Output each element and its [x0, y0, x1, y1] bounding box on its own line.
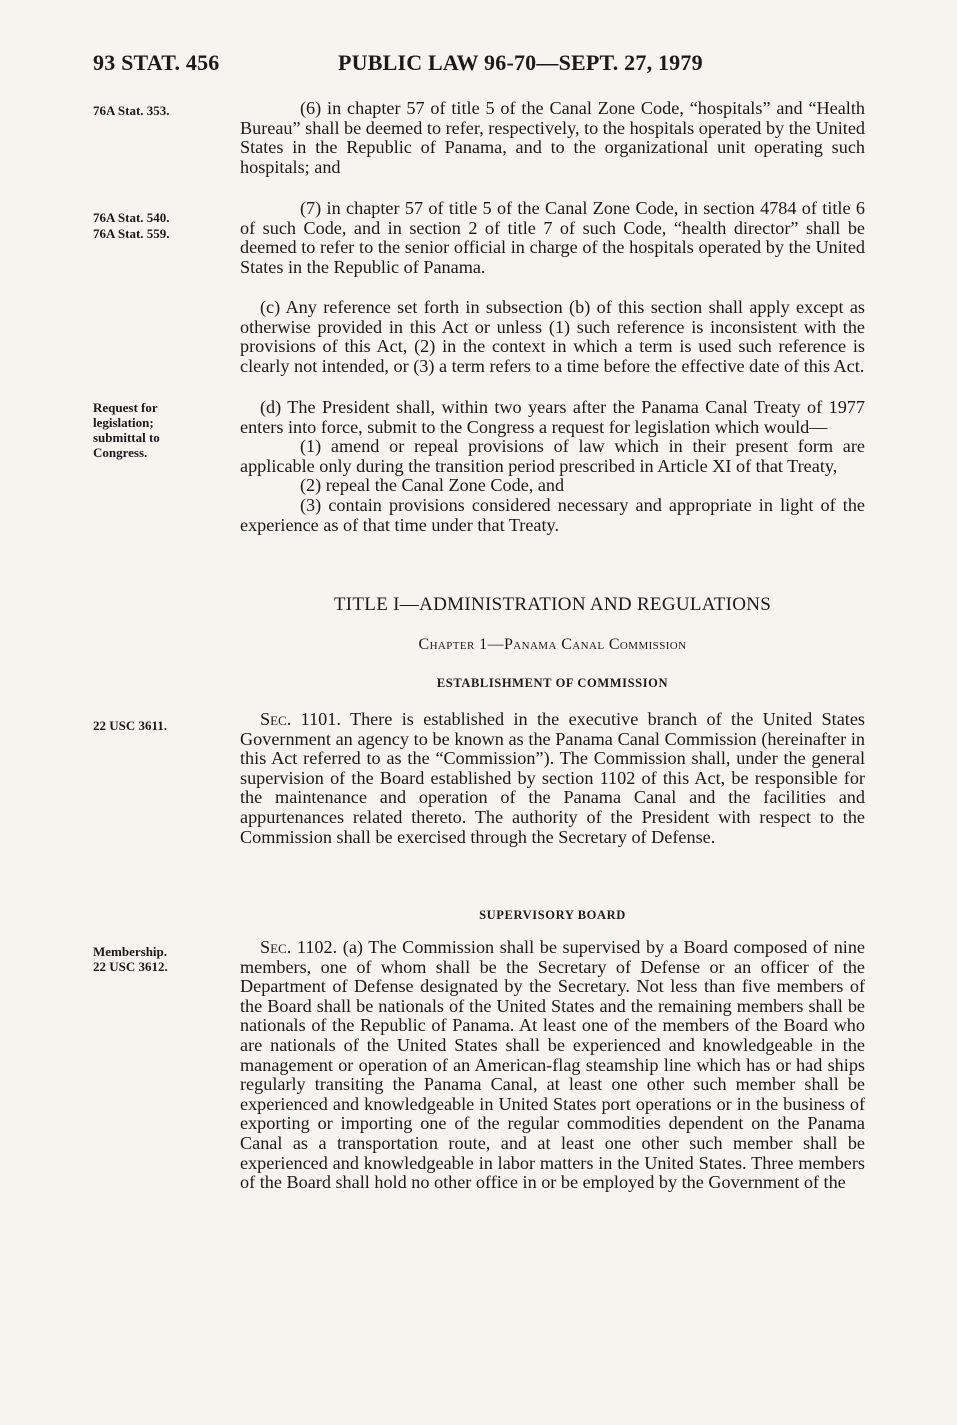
margin-note-line: Congress. — [93, 445, 148, 460]
margin-note-citation: 76A Stat. 540. — [93, 210, 170, 225]
section-heading: SUPERVISORY BOARD — [479, 908, 626, 922]
paragraph-7 — [240, 199, 865, 277]
paragraph-text: (1) amend or repeal provisions of law which in their present form are applicable only during the transition period prescribed in Article XI of that Treaty, — [240, 436, 865, 476]
running-head: PUBLIC LAW 96-70—SEPT. 27, 1979 — [338, 50, 703, 75]
margin-note-citation: 76A Stat. 559. — [93, 226, 170, 241]
margin-note-line: 22 USC 3612. — [93, 959, 168, 974]
paragraph-6 — [240, 99, 865, 177]
chapter-heading: Chapter 1—Panama Canal Commission — [418, 636, 687, 653]
paragraph-text: (3) contain provisions considered necessary and appropriate in light of the experience as of that time under that Treaty. — [240, 494, 865, 535]
paragraph-text: (6) in chapter 57 of title 5 of the Canal Zone Code, “hospitals” and “Health Bureau” shall be deemed to refer, respectively, to the hospitals operated by the United States in the Republic of Panama, and to the organizational unit operating such hospitals; and — [240, 98, 865, 177]
margin-note-line: submittal to — [93, 430, 160, 445]
section-label: Sec. 1101. — [260, 709, 341, 729]
paragraph-text — [240, 710, 865, 847]
margin-note-request — [93, 400, 228, 460]
section-label: Sec. 1102. — [260, 937, 338, 957]
margin-note-citation: 76A Stat. 353. — [93, 103, 170, 118]
paragraph-text — [240, 938, 865, 1193]
section-1101 — [240, 710, 865, 847]
margin-note-line: Request for — [93, 400, 158, 415]
margin-note-usc: 22 USC 3611. — [93, 718, 168, 733]
title-heading: TITLE I—ADMINISTRATION AND REGULATIONS — [333, 594, 772, 615]
section-1102 — [240, 938, 865, 1193]
subsection-c — [240, 298, 865, 376]
section-text: (a) The Commission shall be supervised by a Board composed of nine members, one of whom shall be the Secretary of Defense or an officer of the Department of Defense designated by the Secretary. Not less than five members of the Board shall be nationals of the United States and the remaining members shall be nationals of the Republic of Panama. At least one of the members of the Board who are nationals of the United States shall be experienced and knowledgeable in the management or operation of an American-flag steamship line which has or had ships regularly transiting the Panama Canal, at least one other such member shall be experienced and knowledgeable in United States port operations or in the business of exporting or importing one of the regular commodities dependent on the Panama Canal as a transportation route, and at least one other such member shall be experienced and knowledgeable in labor matters in the United States. Three members of the Board shall hold no other office in or be employed by the Government of the — [240, 937, 866, 1193]
paragraph-text: (2) repeal the Canal Zone Code, and — [300, 475, 565, 496]
margin-note-line: Membership. — [93, 944, 168, 959]
section-text: There is established in the executive branch of the United States Government an agency to be known as the Panama Canal Commission (hereinafter in this Act referred to as the “Commission”). The Commission shall, under the general supervision of the Board established by section 1102 of this Act, be responsible for the maintenance and operation of the Panama Canal and the facilities and appurtenances related thereto. The authority of the President with respect to the Commission shall be exercised through the Secretary of Defense. — [240, 709, 865, 847]
stat-page-number: 93 STAT. 456 — [93, 50, 220, 75]
paragraph-text: (7) in chapter 57 of title 5 of the Canal Zone Code, in section 4784 of title 6 of such Code, and in section 2 of title 7 of such Code, “health director” shall be deemed to refer to the senior official in charge of the hospitals operated by the United States in the Republic of Panama. — [240, 198, 865, 277]
subsection-d — [240, 398, 865, 535]
section-heading: ESTABLISHMENT OF COMMISSION — [436, 676, 669, 690]
paragraph-text: (c) Any reference set forth in subsection (b) of this section shall apply except as otherwise provided in this Act or unless (1) such reference is inconsistent with the provisions of this Act, (2) in the context in which a term is used such reference is clearly not intended, or (3) a term refers to a time before the effective date of this Act. — [240, 297, 865, 376]
paragraph-text: (d) The President shall, within two years after the Panama Canal Treaty of 1977 enters into force, submit to the Congress a request for legislation which would— — [240, 397, 865, 437]
margin-note-membership — [93, 944, 228, 974]
margin-note-line: legislation; — [93, 415, 154, 430]
